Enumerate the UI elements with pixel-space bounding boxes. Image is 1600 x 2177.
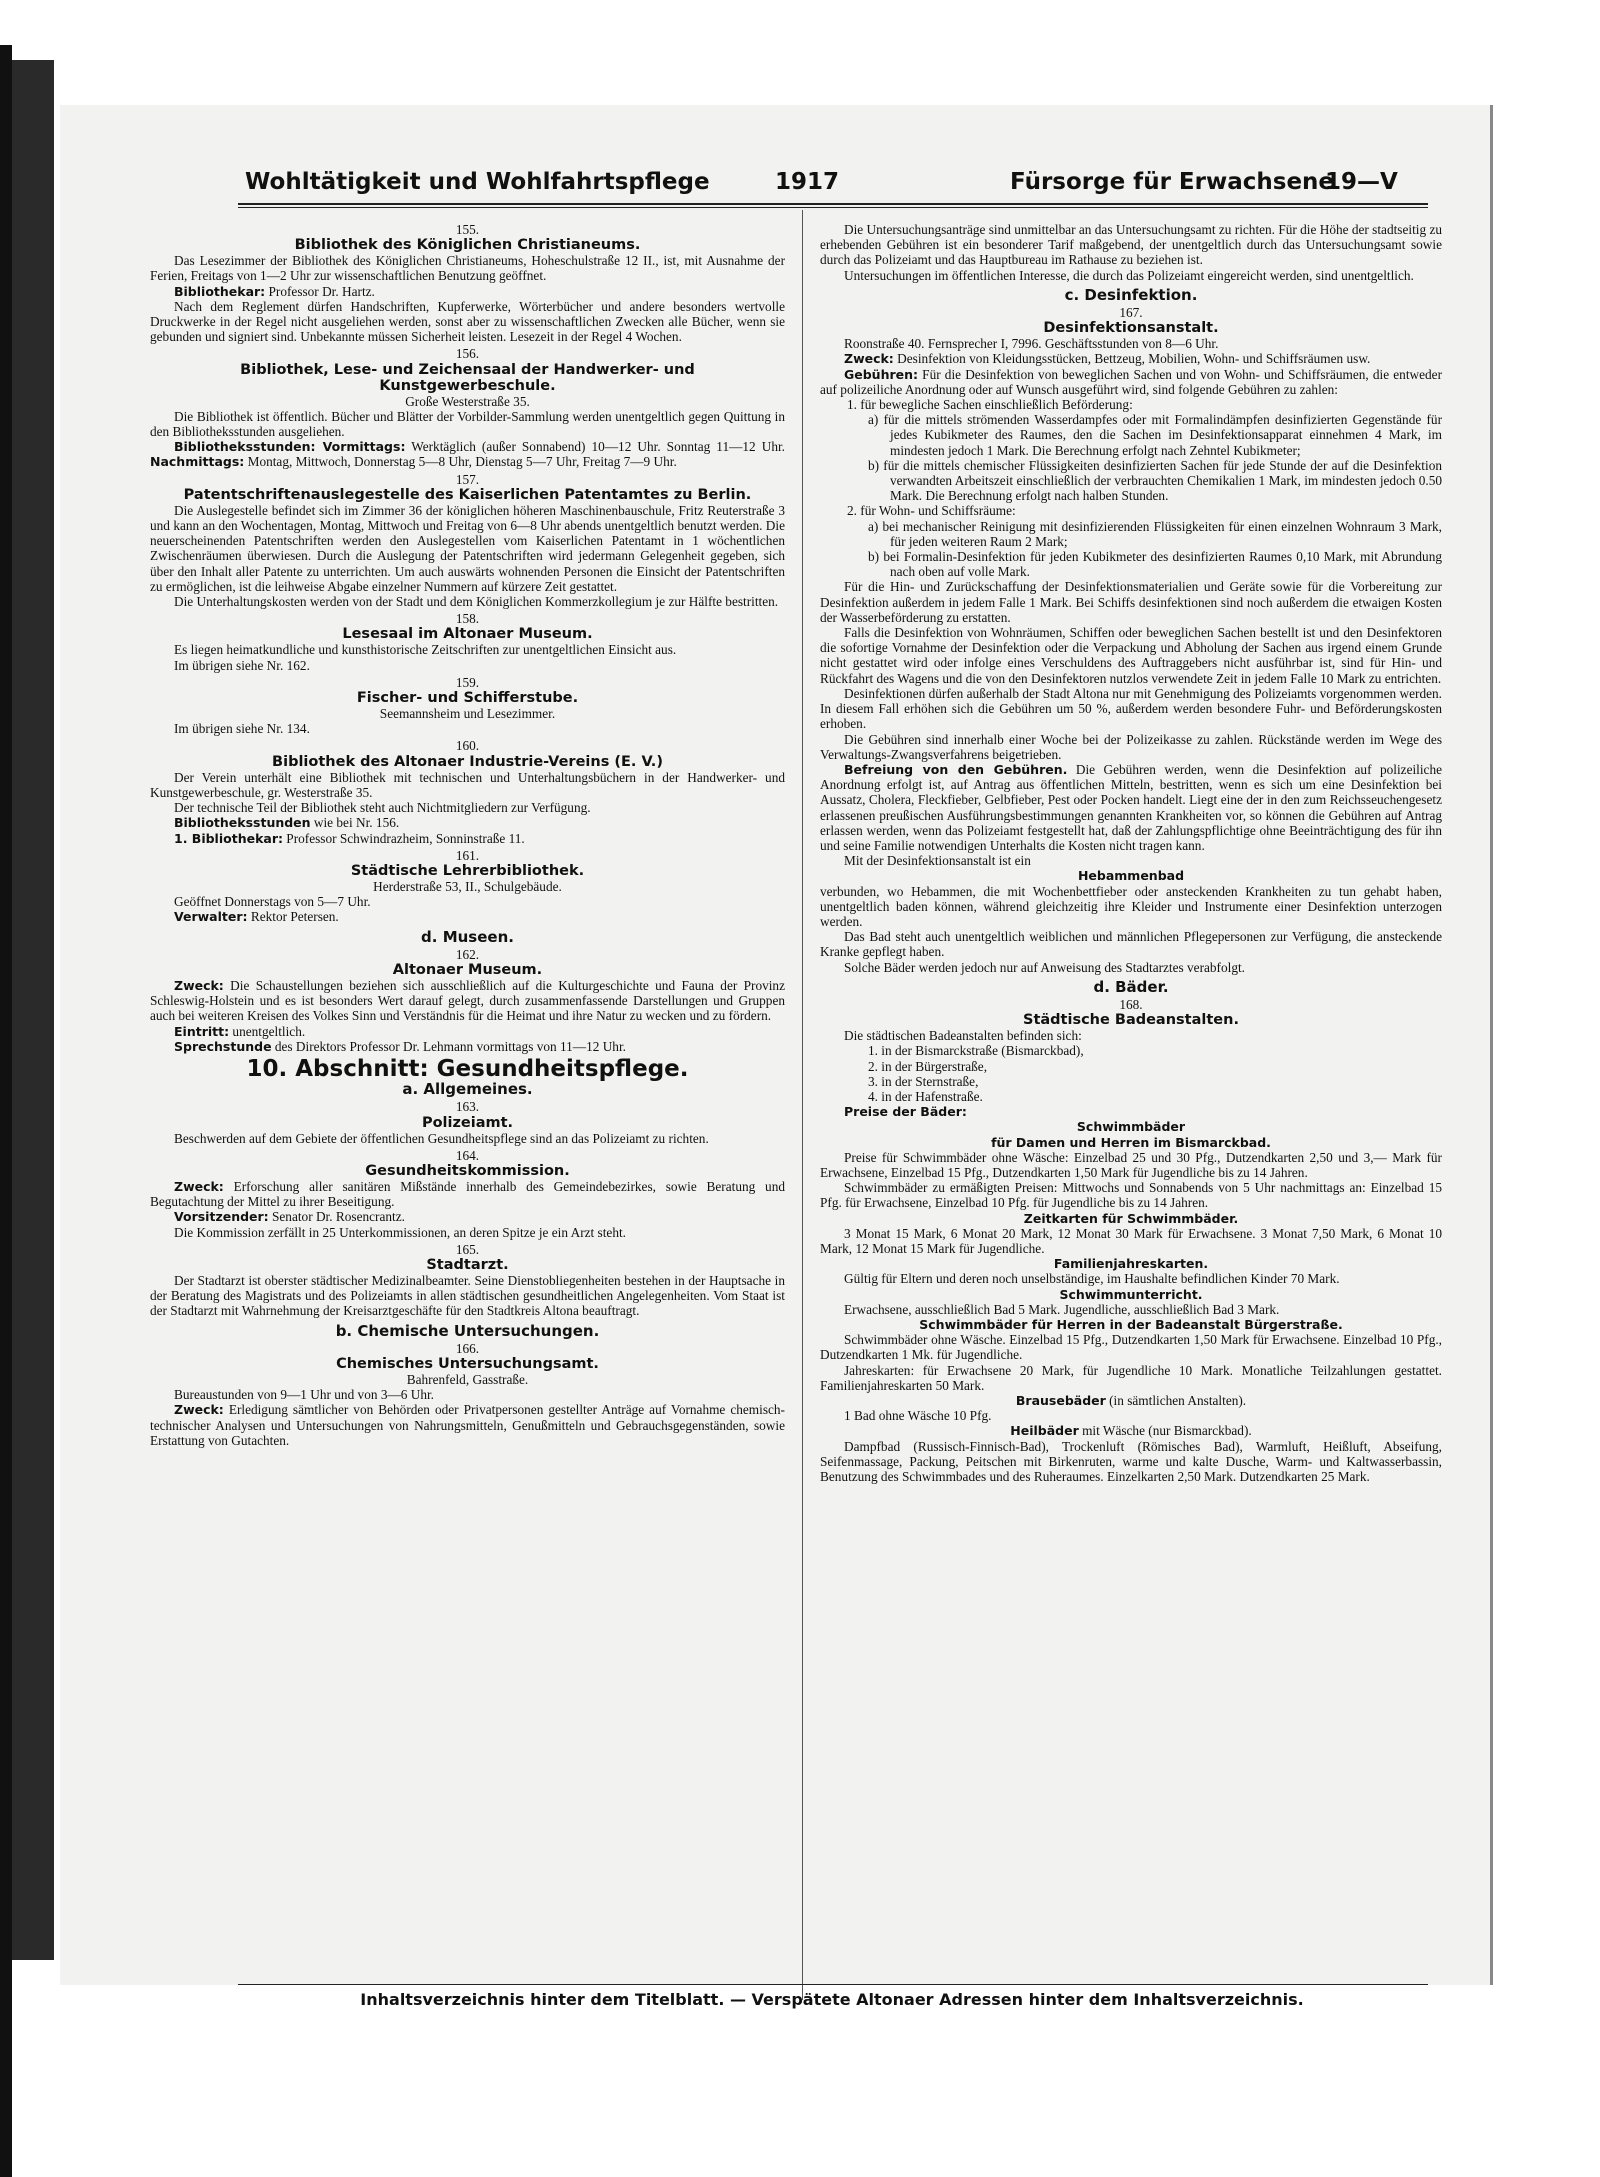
entry-address: Bahrenfeld, Gasstraße. xyxy=(406,1371,529,1387)
entry-title: Bibliothek des Altonaer Industrie-Vereins (E. V.) xyxy=(272,753,663,770)
section-heading: c. Desinfektion. xyxy=(1064,285,1198,304)
label: Nachmittags: xyxy=(150,454,245,470)
entry-number: 157. xyxy=(455,471,480,487)
entry-number: 156. xyxy=(455,346,480,362)
subheading: Familienjahreskarten. xyxy=(1053,1256,1209,1272)
entry-text: Für die Hin- und Zurückschaffung der Desinfektionsmaterialien und Geräte sowie für die Vorbereitung zur Desinfektion außerdem in jedem Falle 1 Mark. Bei Schiffs desinfektionen sind noch außerdem die etwaigen Kosten der Wasserbeförderung zu erstatten. xyxy=(820,579,1442,625)
label: Bibliothekar: xyxy=(174,283,266,299)
value: Werktäglich (außer Sonnabend) 10—12 Uhr. Sonntag 11—12 Uhr. xyxy=(405,439,785,455)
entry-text: Solche Bäder werden jedoch nur auf Anweisung des Stadtarztes verabfolgt. xyxy=(844,959,1245,975)
entry-167 xyxy=(820,305,1442,975)
entry-title: Bibliothek, Lese- und Zeichensaal der Handwerker- und Kunstgewerbeschule. xyxy=(240,361,695,394)
entry-text: Der Verein unterhält eine Bibliothek mit technischen und Unterhaltungsbüchern in der Handwerker- und Kunstgewerbeschule, gr. Westerstraße 35. xyxy=(150,769,785,800)
entry-text: Im übrigen siehe Nr. 162. xyxy=(174,657,310,673)
entry-text: Preise für Schwimmbäder ohne Wäsche: Einzelbad 25 und 30 Pfg., Dutzendkarten 2,50 und 3,— Mark für Erwachsene, Einzelbad 15 Pfg., Dutzendkarten 1,50 Mark für Jugendliche bis zu 14 Jahren. xyxy=(820,1149,1442,1180)
column-divider xyxy=(802,210,803,2000)
entry-text: Nach dem Reglement dürfen Handschriften, Kupferwerke, Wörterbücher und andere besonders wertvolle Druckwerke in der Regel nicht ausgeliehen werden, sonst aber zu wissenschaftlichen Zwecken alle Bücher, wenn sie gebunden und signiert sind. Unbekannte müssen Sicherheit leisten. Lesezeit in der Regel 4 Wochen. xyxy=(150,298,785,345)
entry-number: 159. xyxy=(455,674,480,690)
list-item: a) bei mechanischer Reinigung mit desinfizierenden Flüssigkeiten für einen einzelnen Wohnraum 3 Mark, für jeden weiteren Raum 2 Mark; xyxy=(868,518,1442,549)
entry-text: Gültig für Eltern und deren noch unselbständige, im Haushalte befindlichen Kinder 70 Mark. xyxy=(844,1271,1340,1287)
entry-text: Die Auslegestelle befindet sich im Zimmer 36 der königlichen höheren Maschinenbauschule, Fritz Reuterstraße 3 und kann an den Wochentagen, Montag, Mittwoch und Freitag von 6—8 Uhr abends unentgeltlich benutzt werden. Die neuerscheinenden Patentschriften werden den Auslegestellen vom Kaiserlichen Patentamt in 1 wöchentlichen Zwischenräumen überwiesen. Durch die Auslegung der Patentschriften wird jedermann Gelegenheit gegeben, sich über den Inhalt aller Patente zu unterrichten. Um auch auswärts wohnenden Personen die Einsicht der Patentschriften zu ermöglichen, ist die leihweise Abgabe einzelner Nummern auf kürzere Zeit gestattet. xyxy=(150,502,785,594)
list-item: 2. für Wohn- und Schiffsräume: xyxy=(847,503,1016,519)
entry-155 xyxy=(150,222,785,344)
subheading: Schwimmbäder für Herren in der Badeanstalt Bürgerstraße. xyxy=(919,1317,1343,1333)
subheading: Schwimmunterricht. xyxy=(1059,1286,1203,1302)
label: Sprechstunde xyxy=(174,1038,272,1054)
value: mit Wäsche (nur Bismarckbad). xyxy=(1078,1423,1252,1439)
label: Gebühren: xyxy=(844,366,919,382)
entry-title: Polizeiamt. xyxy=(421,1114,514,1131)
entry-title: Fischer- und Schifferstube. xyxy=(356,690,579,707)
label: Heilbäder xyxy=(1010,1423,1079,1439)
entry-title: Städtische Badeanstalten. xyxy=(1023,1012,1239,1029)
entry-title: Städtische Lehrerbibliothek. xyxy=(350,862,585,879)
subheading: Zeitkarten für Schwimmbäder. xyxy=(1023,1210,1239,1226)
entry-title: Lesesaal im Altonaer Museum. xyxy=(342,626,593,643)
book-binding xyxy=(12,60,54,1960)
entry-162 xyxy=(150,947,785,1054)
entry-address: Roonstraße 40. Fernsprecher I, 7996. Geschäftsstunden von 8—6 Uhr. xyxy=(844,336,1219,352)
entry-text: Beschwerden auf dem Gebiete der öffentlichen Gesundheitspflege sind an das Polizeiamt zu richten. xyxy=(174,1130,709,1146)
left-column xyxy=(150,222,785,1450)
entry-number: 155. xyxy=(455,222,480,237)
entry-text: Desinfektionen dürfen außerhalb der Stadt Altona nur mit Genehmigung des Polizeiamts vorgenommen werden. In diesem Fall erhöhen sich die Gebühren um 50 %, außerdem werden besondere Fuhr- und Beförderungskosten erhoben. xyxy=(820,685,1442,732)
entry-text: Die Untersuchungsanträge sind unmittelbar an das Untersuchungsamt zu richten. Für die Höhe der stadtseitig zu erhebenden Gebühren ist ein besonderer Tarif maßgebend, der unentgeltlich durch das Untersuchungsamt sowie durch das Polizeiamt und das Hauptbureau im Rathause zu beziehen ist. xyxy=(820,222,1442,268)
running-header xyxy=(245,165,1425,205)
label: Verwalter: xyxy=(174,909,248,925)
entry-title: Stadtarzt. xyxy=(426,1256,509,1273)
entry-number: 168. xyxy=(1119,996,1143,1012)
entry-title: Patentschriftenauslegestelle des Kaiserlichen Patentamtes zu Berlin. xyxy=(183,486,752,503)
value: wie bei Nr. 156. xyxy=(310,815,400,831)
label: Preise der Bäder: xyxy=(844,1104,967,1120)
label: Bibliotheksstunden xyxy=(174,815,311,831)
entry-163 xyxy=(150,1099,785,1145)
label: Vorsitzender: xyxy=(174,1209,269,1225)
entry-text: Das Bad steht auch unentgeltlich weiblichen und männlichen Pflegepersonen zur Verfügung, die ansteckende Kranke gepflegt haben. xyxy=(820,929,1442,960)
section-heading: a. Allgemeines. xyxy=(402,1080,533,1099)
label: Zweck: xyxy=(844,351,894,367)
label: Bibliotheksstunden: Vormittags: xyxy=(174,439,406,455)
entry-text: Die städtischen Badeanstalten befinden sich: xyxy=(844,1028,1082,1044)
section-heading: b. Chemische Untersuchungen. xyxy=(335,1321,600,1340)
value: Montag, Mittwoch, Donnerstag 5—8 Uhr, Dienstag 5—7 Uhr, Freitag 7—9 Uhr. xyxy=(244,454,677,470)
label: 1. Bibliothekar: xyxy=(174,830,283,846)
entry-title: Desinfektionsanstalt. xyxy=(1043,320,1219,337)
header-chapter-title: Fürsorge für Erwachsene xyxy=(1010,169,1335,195)
label: Zweck: xyxy=(174,1178,224,1194)
scan-dark-edge xyxy=(0,45,12,2177)
header-section-title: Wohltätigkeit und Wohlfahrtspflege xyxy=(245,169,710,195)
page-footer: Inhaltsverzeichnis hinter dem Titelblatt. — Verspätete Altonaer Adressen hinter dem Inhaltsverzeichnis. xyxy=(360,1990,1304,2009)
subheading: für Damen und Herren im Bismarckbad. xyxy=(991,1134,1271,1150)
entry-subtitle: Seemannsheim und Lesezimmer. xyxy=(379,706,556,722)
label: Brausebäder xyxy=(1015,1393,1106,1409)
entry-text: Schwimmbäder zu ermäßigten Preisen: Mittwochs und Sonnabends von 5 Uhr nachmittags an: Einzelbad 15 Pfg. für Erwachsene, Einzelbad 10 Pfg. für Jugendliche bis zu 14 Jahren. xyxy=(820,1180,1442,1211)
entry-address: Herderstraße 53, II., Schulgebäude. xyxy=(373,878,562,894)
entry-number: 165. xyxy=(455,1241,480,1257)
value: Die Schaustellungen beziehen sich ausschließlich auf die Kulturgeschichte und Fauna der Provinz Schleswig-Holstein und es ist besonders Wert darauf gelegt, durch zusammenfassende Darstellungen und Gruppen auch bei weiteren Kreisen des Volkes Sinn und Verständnis für die Heimat und ihre Natur zu wecken und zu fördern. xyxy=(150,977,785,1024)
value: unentgeltlich. xyxy=(229,1023,306,1039)
value: Erledigung sämtlicher von Behörden oder Privatpersonen gestellter Anträge auf Vornahme chemisch-technischer Analysen und Untersuchungen von Nahrungsmitteln, Genußmitteln und Gebrauchsgegenständen, sowie Erstattung von Gutachten. xyxy=(150,1402,785,1448)
entry-text: Im übrigen siehe Nr. 134. xyxy=(174,721,310,737)
entry-address: Große Westerstraße 35. xyxy=(405,393,530,409)
list-item: a) für die mittels strömenden Wasserdampfes oder mit Formalindämpfen desinfizierten Gegenstände für jedes Kubikmeter des Raumes, den die Sachen im Desinfektionsapparat einnehmen 4 Mark, im mindesten jedoch 1 Mark. Die Berechnung erfolgt nach Zehntel Kubikmeter; xyxy=(868,412,1442,458)
entry-text: Dampfbad (Russisch-Finnisch-Bad), Trockenluft (Römisches Bad), Warmluft, Heißluft, Abseifung, Seifenmassage, Packung, Peitschen mit Birkenruten, warme und kalte Dusche, Warm- und Kaltwasserbassin, Benutzung des Schwimmbades und des Ruheraumes. Einzelkarten 2,50 Mark. Dutzendkarten 25 Mark. xyxy=(820,1438,1442,1485)
entry-title: Gesundheitskommission. xyxy=(365,1162,570,1179)
right-column xyxy=(820,222,1442,1486)
entry-number: 164. xyxy=(455,1147,480,1163)
footer-rule xyxy=(238,1984,1428,1985)
entry-number: 166. xyxy=(455,1340,480,1356)
entry-165 xyxy=(150,1242,785,1319)
subheading: Hebammenbad xyxy=(1077,868,1185,884)
list-item: 1. für bewegliche Sachen einschließlich Beförderung: xyxy=(847,397,1133,413)
chapter-heading: 10. Abschnitt: Gesundheitspflege. xyxy=(246,1055,689,1082)
value: (in sämtlichen Anstalten). xyxy=(1105,1393,1247,1409)
entry-text: Die Unterhaltungskosten werden von der Stadt und dem Königlichen Kommerzkollegium je zur Hälfte bestritten. xyxy=(174,594,779,610)
entry-text: 1 Bad ohne Wäsche 10 Pfg. xyxy=(844,1408,992,1424)
list-item: 2. in der Bürgerstraße, xyxy=(868,1058,988,1074)
entry-number: 161. xyxy=(455,847,480,863)
header-rule xyxy=(238,203,1428,205)
value: Professor Dr. Hartz. xyxy=(265,283,375,299)
entry-text: Die Kommission zerfällt in 25 Unterkommissionen, an deren Spitze je ein Arzt steht. xyxy=(174,1224,626,1240)
entry-number: 167. xyxy=(1119,305,1143,321)
label: Befreiung von den Gebühren. xyxy=(844,761,1068,777)
entry-number: 158. xyxy=(455,611,480,627)
header-rule-thin xyxy=(238,207,1428,208)
entry-number: 160. xyxy=(455,738,480,754)
list-item: 1. in der Bismarckstraße (Bismarckbad), xyxy=(868,1043,1084,1059)
entry-168 xyxy=(820,997,1442,1484)
entry-157 xyxy=(150,472,785,610)
list-item: b) für die mittels chemischer Flüssigkeiten desinfizierten Sachen für jede Stunde der auf die Desinfektion verwandten Arbeitszeit einschließlich der verbrauchten Chemikalien 1 Mark, im mindesten jedoch 0.50 Mark. Die Berechnung erfolgt nach halben Stunden. xyxy=(868,457,1442,504)
entry-text: Schwimmbäder ohne Wäsche. Einzelbad 15 Pfg., Dutzendkarten 1,50 Mark für Erwachsene. Einzelbad 10 Pfg., Dutzendkarten 1 Mk. für Jugendliche. xyxy=(820,1332,1442,1363)
value: Professor Schwindrazheim, Sonninstraße 11. xyxy=(282,830,525,846)
entry-156 xyxy=(150,346,785,469)
entry-number: 162. xyxy=(455,946,480,962)
entry-title: Bibliothek des Königlichen Christianeums. xyxy=(294,237,641,254)
value: Senator Dr. Rosencrantz. xyxy=(268,1209,405,1225)
label: Eintritt: xyxy=(174,1023,230,1039)
entry-158 xyxy=(150,611,785,673)
entry-text: Die Bibliothek ist öffentlich. Bücher und Blätter der Vorbilder-Sammlung werden unentgeltlich gegen Quittung in den Bibliotheksstunden ausgeliehen. xyxy=(150,408,785,440)
entry-161 xyxy=(150,848,785,925)
section-heading: d. Bäder. xyxy=(1093,977,1169,996)
entry-text: Bureaustunden von 9—1 Uhr und von 3—6 Uhr. xyxy=(174,1387,435,1403)
entry-166 xyxy=(150,1341,785,1448)
value: Die Gebühren werden, wenn die Desinfektion auf polizeiliche Anordnung erfolgt ist, auf Antrag aus öffentlichen Mitteln, bestritten, wenn es sich um eine Desinfektion bei Aussatz, Cholera, Fleckfieber, Gelbfieber, Pest oder Pocken handelt. Liegt eine der in den zum Reichsseuchengesetz erlassenen preußischen Ausführungsbestimmungen genannten Krankheiten vor, so können die Gebühren auf Antrag erlassen werden, wenn das Polizeiamt festgestellt hat, daß der Zahlungspflichtige ohne Beeinträchtigung des für ihn und seine Familie notwendigen Unterhalts die Kosten nicht tragen kann. xyxy=(820,761,1442,853)
entry-text: Geöffnet Donnerstags von 5—7 Uhr. xyxy=(174,894,371,910)
label: Zweck: xyxy=(174,977,224,993)
section-heading: d. Museen. xyxy=(421,927,514,946)
value: Rektor Petersen. xyxy=(247,909,339,925)
value: Für die Desinfektion von beweglichen Sachen und von Wohn- und Schiffsräumen, die entweder auf polizeiliche Anordnung oder auf Wunsch ausgeführt wird, sind folgende Gebühren zu zahlen: xyxy=(820,366,1442,397)
label: Zweck: xyxy=(174,1402,224,1418)
entry-title: Altonaer Museum. xyxy=(392,961,543,978)
entry-text: Falls die Desinfektion von Wohnräumen, Schiffen oder beweglichen Sachen bestellt ist und den Desinfektoren die sofortige Vornahme der Desinfektion oder die Verpackung und Abholung der Sachen aus irgend einem Grunde nicht gestattet wird oder infolge eines Verschuldens des Auftraggebers nicht ausführbar ist, sind für Hin- und Rückfahrt des Wagens und die von den Desinfektoren nutzlos verwendete Zeit in jedem Falle 10 Mark zu entrichten. xyxy=(820,625,1442,686)
entry-text: Jahreskarten: für Erwachsene 20 Mark, für Jugendliche 10 Mark. Monatliche Teilzahlungen gestattet. Familienjahreskarten 50 Mark. xyxy=(820,1362,1442,1393)
entry-text: Mit der Desinfektionsanstalt ist ein xyxy=(844,853,1031,869)
entry-164 xyxy=(150,1148,785,1240)
entry-text: Der Stadtarzt ist oberster städtischer Medizinalbeamter. Seine Dienstobliegenheiten bestehen in der Hauptsache in der Beratung des Magistrats und des Polizeiamts in allen städtischen gesundheitlichen Angelegenheiten. Vom Staat ist der Stadtarzt mit Wahrnehmung der Kreisarztgeschäfte für den Stadtkreis Altona beauftragt. xyxy=(150,1272,785,1319)
list-item: b) bei Formalin-Desinfektion für jeden Kubikmeter des desinfizierten Raumes 0,10 Mark, mit Abrundung nach oben auf volle Mark. xyxy=(868,549,1442,580)
entry-number: 163. xyxy=(455,1099,480,1115)
entry-text: verbunden, wo Hebammen, die mit Wochenbettfieber oder ansteckenden Krankheiten zu tun gehabt haben, unentgeltlich baden können, während gleichzeitig ihre Kleider und Instrumente einer Desinfektion unterzogen werden. xyxy=(820,883,1442,929)
value: Erforschung aller sanitären Mißstände innerhalb des Gemeindebezirkes, sowie Beratung und Begutachtung der Mittel zu ihrer Beseitigung. xyxy=(150,1178,785,1210)
page-number: 19—V xyxy=(1325,169,1398,195)
header-year: 1917 xyxy=(775,169,840,195)
value: Desinfektion von Kleidungsstücken, Bettzeug, Mobilien, Wohn- und Schiffsräumen usw. xyxy=(893,351,1371,367)
entry-title: Chemisches Untersuchungsamt. xyxy=(336,1355,599,1372)
list-item: 3. in der Sternstraße, xyxy=(868,1073,979,1089)
entry-text: Der technische Teil der Bibliothek steht auch Nichtmitgliedern zur Verfügung. xyxy=(174,800,591,816)
entry-text: Das Lesezimmer der Bibliothek des Königlichen Christianeums, Hoheschulstraße 12 II., ist, mit Ausnahme der Ferien, Freitags von 1—2 Uhr zur wissenschaftlichen Benutzung geöffnet. xyxy=(150,253,785,284)
entry-text: 3 Monat 15 Mark, 6 Monat 20 Mark, 12 Monat 30 Mark für Erwachsene. 3 Monat 7,50 Mark, 6 Monat 10 Mark, 12 Monat 15 Mark für Jugendliche. xyxy=(820,1225,1442,1256)
entry-159 xyxy=(150,675,785,737)
entry-text: Die Gebühren sind innerhalb einer Woche bei der Polizeikasse zu zahlen. Rückstände werden im Wege des Verwaltungs-Zwangsverfahrens beigetrieben. xyxy=(820,731,1442,762)
value: des Direktors Professor Dr. Lehmann vormittags von 11—12 Uhr. xyxy=(271,1038,626,1054)
subheading: Schwimmbäder xyxy=(1076,1119,1186,1135)
list-item: 4. in der Hafenstraße. xyxy=(868,1088,983,1104)
entry-text: Erwachsene, ausschließlich Bad 5 Mark. Jugendliche, ausschließlich Bad 3 Mark. xyxy=(844,1301,1280,1317)
entry-text: Es liegen heimatkundliche und kunsthistorische Zeitschriften zur unentgeltlichen Einsicht aus. xyxy=(174,642,677,658)
entry-text: Untersuchungen im öffentlichen Interesse, die durch das Polizeiamt eingereicht werden, sind unentgeltlich. xyxy=(844,267,1414,283)
entry-160 xyxy=(150,738,785,845)
